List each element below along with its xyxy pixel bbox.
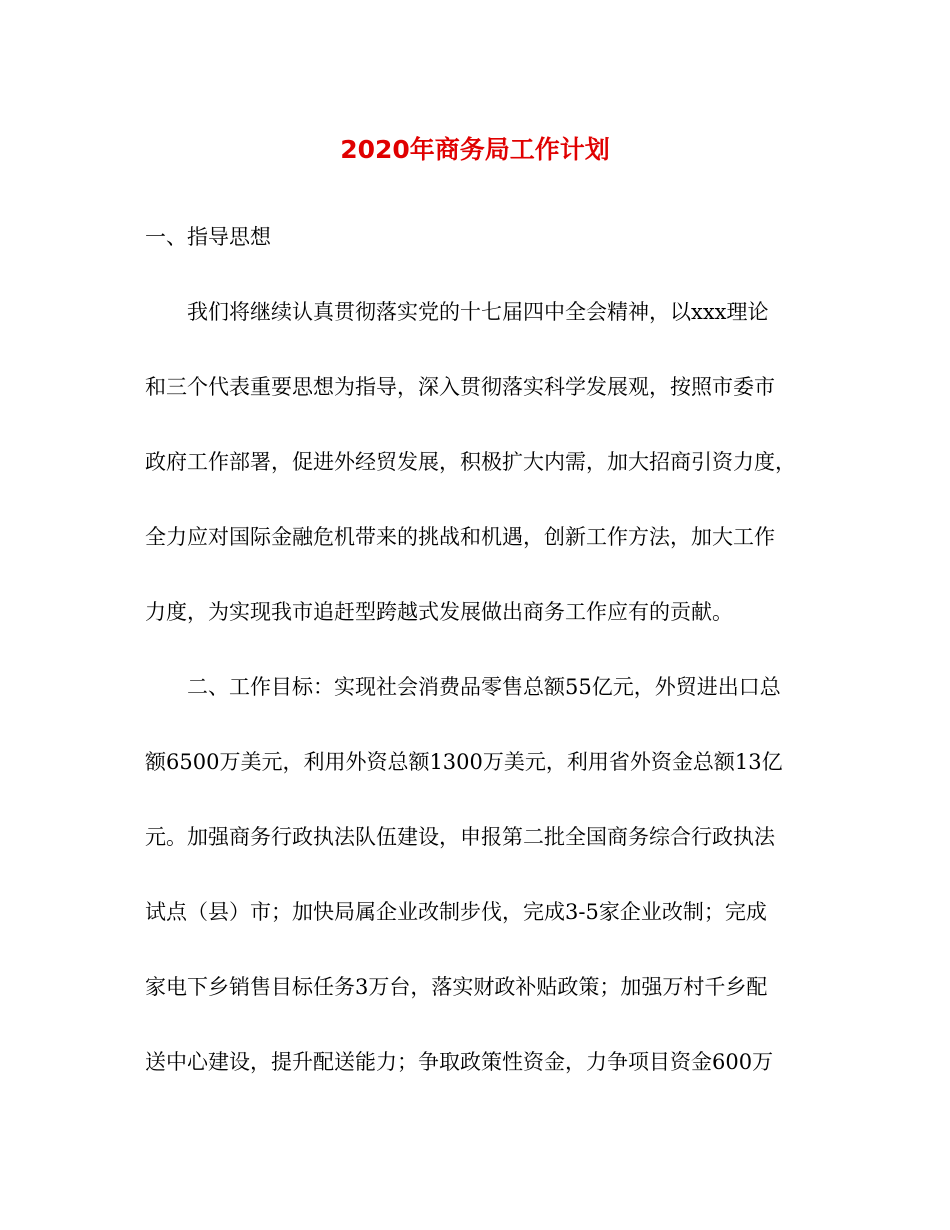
paragraph-line: 我们将继续认真贯彻落实党的十七届四中全会精神，以xxx理论	[187, 300, 769, 324]
paragraph-line: 额6500万美元，利用外资总额1300万美元，利用省外资金总额13亿	[145, 750, 783, 774]
paragraph-line: 二、工作目标：实现社会消费品零售总额55亿元，外贸进出口总	[187, 675, 781, 699]
paragraph-line: 试点（县）市；加快局属企业改制步伐，完成3-5家企业改制；完成	[145, 900, 767, 924]
paragraph-line: 元。加强商务行政执法队伍建设，申报第二批全国商务综合行政执法	[145, 825, 775, 849]
paragraph-line: 全力应对国际金融危机带来的挑战和机遇，创新工作方法，加大工作	[145, 525, 775, 549]
section-heading-guiding-ideology: 一、指导思想	[145, 225, 271, 249]
paragraph-line: 和三个代表重要思想为指导，深入贯彻落实科学发展观，按照市委市	[145, 375, 775, 399]
document-title: 2020年商务局工作计划	[340, 135, 610, 164]
paragraph-line: 政府工作部署，促进外经贸发展，积极扩大内需，加大招商引资力度，	[145, 450, 796, 474]
paragraph-line: 家电下乡销售目标任务3万台，落实财政补贴政策；加强万村千乡配	[145, 975, 768, 999]
paragraph-line: 力度，为实现我市追赶型跨越式发展做出商务工作应有的贡献。	[145, 600, 733, 624]
paragraph-line: 送中心建设，提升配送能力；争取政策性资金，力争项目资金600万	[145, 1050, 774, 1074]
